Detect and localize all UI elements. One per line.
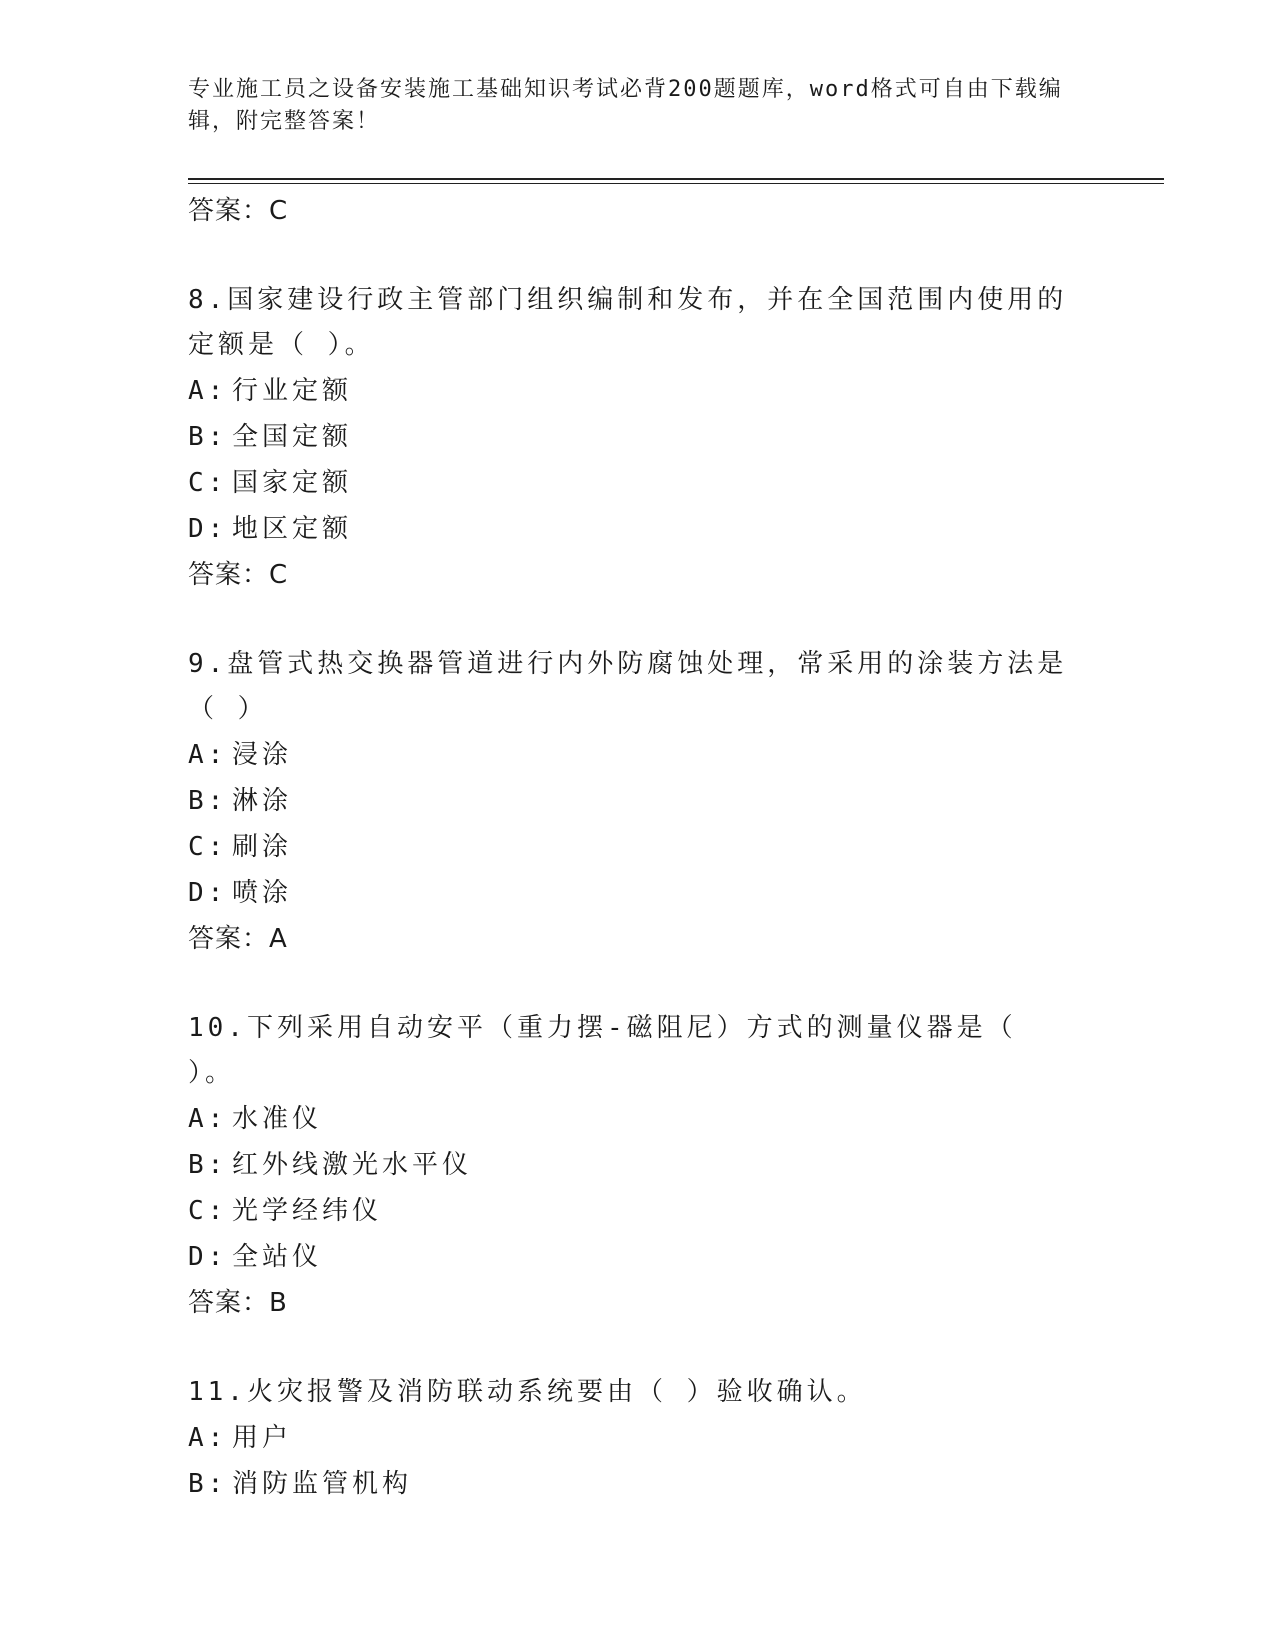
option-text: 消防监管机构 (232, 1469, 413, 1499)
answer-line: 答案：C (188, 196, 289, 226)
option-letter: B: (188, 786, 228, 816)
option-d (188, 870, 1068, 916)
option-text: 淋涂 (232, 786, 293, 816)
option-a (188, 368, 1068, 414)
option-text: 光学经纬仪 (232, 1196, 383, 1226)
option-d (188, 506, 1068, 552)
answer-line: 答案：A (188, 924, 288, 954)
option-a (188, 1415, 1068, 1461)
option-c (188, 1188, 1068, 1234)
option-letter: C: (188, 1196, 228, 1226)
question-title: 8.国家建设行政主管部门组织编制和发布，并在全国范围内使用的定额是（ ）。 (188, 285, 1068, 360)
option-b (188, 1142, 1068, 1188)
option-letter: C: (188, 832, 228, 862)
header-divider-thick (188, 178, 1164, 180)
option-text: 国家定额 (232, 468, 353, 498)
option-d (188, 1234, 1068, 1280)
option-text: 喷涂 (232, 878, 293, 908)
question-list (188, 188, 1068, 1507)
option-c (188, 460, 1068, 506)
option-letter: B: (188, 1150, 228, 1180)
option-letter: A: (188, 1423, 228, 1453)
option-text: 红外线激光水平仪 (232, 1150, 473, 1180)
option-letter: B: (188, 422, 228, 452)
option-letter: A: (188, 1104, 228, 1134)
question-8 (188, 278, 1068, 598)
answer-line: 答案：B (188, 1288, 288, 1318)
option-a (188, 1096, 1068, 1142)
option-text: 地区定额 (232, 514, 353, 544)
question-10 (188, 1006, 1068, 1326)
option-letter: C: (188, 468, 228, 498)
option-b (188, 414, 1068, 460)
option-text: 水准仪 (232, 1104, 323, 1134)
option-letter: D: (188, 878, 228, 908)
option-letter: A: (188, 376, 228, 406)
option-b (188, 778, 1068, 824)
option-letter: B: (188, 1469, 228, 1499)
option-text: 行业定额 (232, 376, 353, 406)
question-9 (188, 642, 1068, 962)
option-letter: D: (188, 514, 228, 544)
option-letter: A: (188, 740, 228, 770)
option-text: 刷涂 (232, 832, 293, 862)
answer-line: 答案：C (188, 560, 289, 590)
header-divider-thin (188, 183, 1164, 184)
question-title: 11.火灾报警及消防联动系统要由（ ）验收确认。 (188, 1377, 867, 1407)
option-text: 全站仪 (232, 1242, 323, 1272)
document-header: 专业施工员之设备安装施工基础知识考试必背200题题库，word格式可自由下载编辑，附完整答案！ (188, 77, 1063, 134)
option-letter: D: (188, 1242, 228, 1272)
option-text: 用户 (232, 1423, 293, 1453)
question-11 (188, 1370, 1068, 1507)
question-title: 10.下列采用自动安平（重力摆-磁阻尼）方式的测量仪器是（ ）。 (188, 1013, 1017, 1088)
question-title: 9.盘管式热交换器管道进行内外防腐蚀处理，常采用的涂装方法是（ ） (188, 649, 1068, 724)
option-b (188, 1461, 1068, 1507)
option-text: 全国定额 (232, 422, 353, 452)
option-text: 浸涂 (232, 740, 293, 770)
option-c (188, 824, 1068, 870)
option-a (188, 732, 1068, 778)
